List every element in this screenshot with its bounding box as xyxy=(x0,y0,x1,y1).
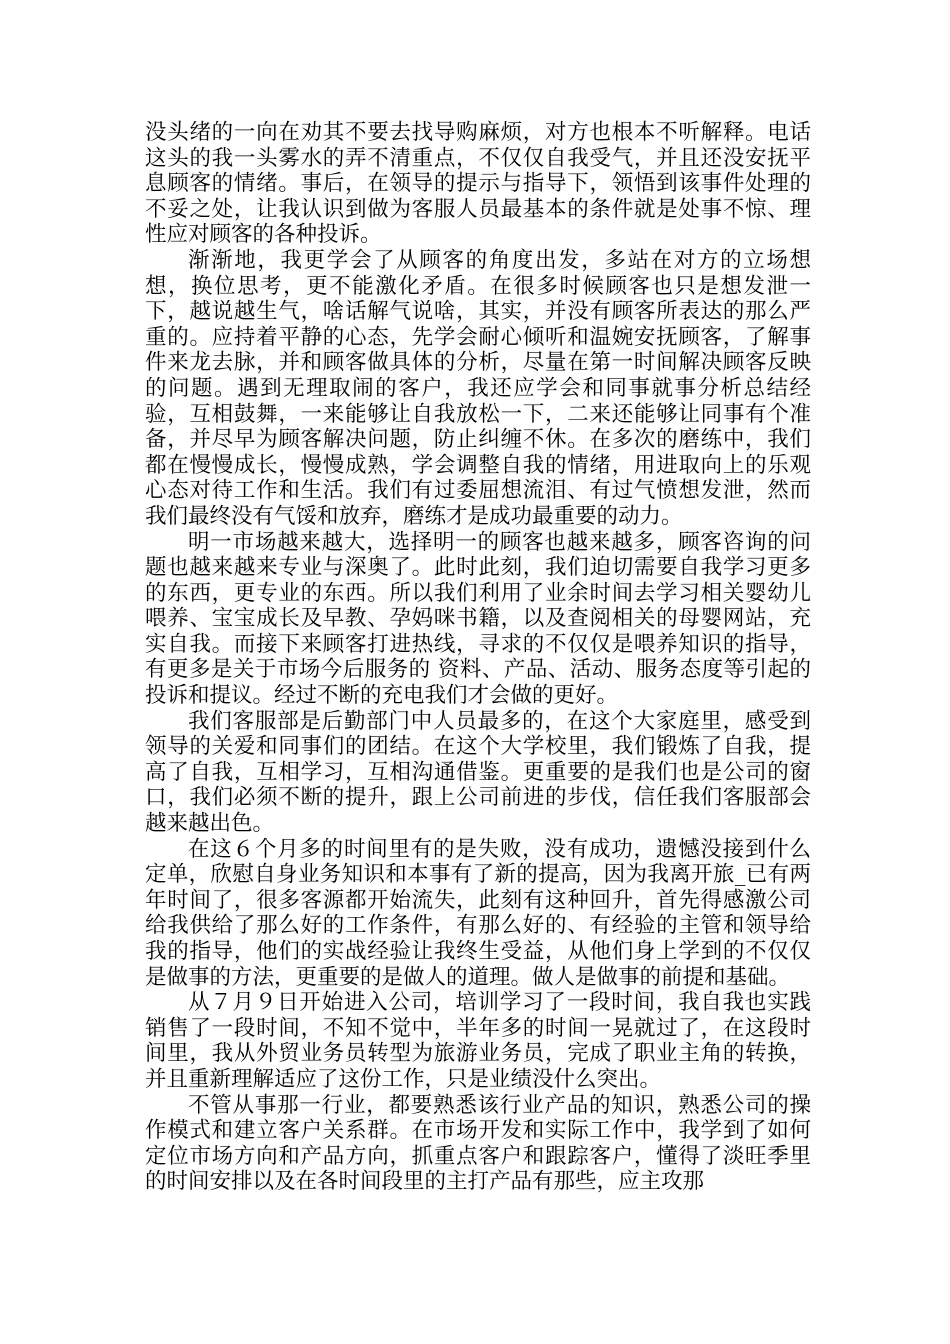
document-body xyxy=(145,120,811,1195)
paragraph-1: 没头绪的一向在劝其不要去找导购麻烦，对方也根本不听解释。电话这头的我一头雾水的弄不清重点，不仅仅自我受气，并且还没安抚平息顾客的情绪。事后，在领导的提示与指导下，领悟到该事件处理的不妥之处，让我认识到做为客服人员最基本的条件就是处事不惊、理性应对顾客的各种投诉。 xyxy=(145,120,811,248)
paragraph-3: 明一市场越来越大，选择明一的顾客也越来越多，顾客咨询的问题也越来越来专业与深奥了。此时此刻，我们迫切需要自我学习更多的东西，更专业的东西。所以我们利用了业余时间去学习相关婴幼儿喂养、宝宝成长及早教、孕妈咪书籍，以及查阅相关的母婴网站，充实自我。而接下来顾客打进热线，寻求的不仅仅是喂养知识的指导，有更多是关于市场今后服务的 资料、产品、活动、服务态度等引起的投诉和提议。经过不断的充电我们才会做的更好。 xyxy=(145,529,811,709)
paragraph-4: 我们客服部是后勤部门中人员最多的，在这个大家庭里，感受到领导的关爱和同事们的团结。在这个大学校里，我们锻炼了自我，提高了自我，互相学习，互相沟通借鉴。更重要的是我们也是公司的窗口，我们必须不断的提升，跟上公司前进的步伐，信任我们客服部会越来越出色。 xyxy=(145,708,811,837)
paragraph-2: 渐渐地，我更学会了从顾客的角度出发，多站在对方的立场想想，换位思考，更不能激化矛盾。在很多时候顾客也只是想发泄一下，越说越生气，啥话解气说啥，其实，并没有顾客所表达的那么严重的。应持着平静的心态，先学会耐心倾听和温婉安抚顾客，了解事件来龙去脉，并和顾客做具体的分析，尽量在第一时间解决顾客反映的问题。遇到无理取闹的客户，我还应学会和同事就事分析总结经验，互相鼓舞，一来能够让自我放松一下，二来还能够让同事有个准备，并尽早为顾客解决问题，防止纠缠不休。在多次的磨练中，我们都在慢慢成长，慢慢成熟，学会调整自我的情绪，用进取向上的乐观心态对待工作和生活。我们有过委屈想流泪、有过气愤想发泄，然而我们最终没有气馁和放弃，磨练才是成功最重要的动力。 xyxy=(145,247,811,529)
paragraph-5: 在这６个月多的时间里有的是失败，没有成功，遗憾没接到什么定单，欣慰自身业务知识和本事有了新的提高，因为我离开旅_已有两年时间了，很多客源都开始流失，此刻有这种回升，首先得感激公司给我供给了那么好的工作条件，有那么好的、有经验的主管和领导给我的指导，他们的实战经验让我终生受益，从他们身上学到的不仅仅是做事的方法，更重要的是做人的道理。做人是做事的前提和基础。 xyxy=(145,836,811,990)
paragraph-6: 从７月９日开始进入公司，培训学习了一段时间，我自我也实践销售了一段时间，不知不觉中，半年多的时间一晃就过了，在这段时间里，我从外贸业务员转型为旅游业务员，完成了职业主角的转换，并且重新理解适应了这份工作，只是业绩没什么突出。 xyxy=(145,990,811,1092)
paragraph-7: 不管从事那一行业，都要熟悉该行业产品的知识，熟悉公司的操作模式和建立客户关系群。在市场开发和实际工作中，我学到了如何定位市场方向和产品方向，抓重点客户和跟踪客户，懂得了淡旺季里的时间安排以及在各时间段里的主打产品有那些，应主攻那 xyxy=(145,1092,811,1195)
